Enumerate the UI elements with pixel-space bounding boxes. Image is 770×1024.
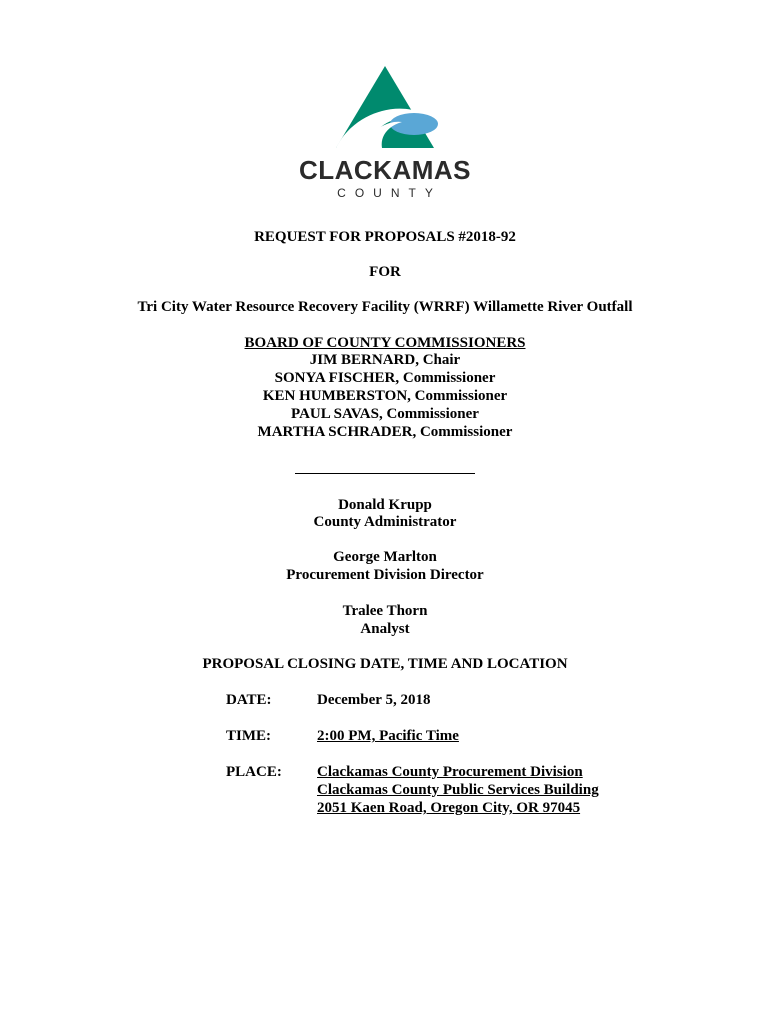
for-label: FOR <box>369 264 401 280</box>
board-member: SONYA FISCHER, Commissioner <box>274 370 496 386</box>
staff-title: County Administrator <box>313 514 457 530</box>
closing-heading: PROPOSAL CLOSING DATE, TIME AND LOCATION <box>202 656 568 672</box>
date-value: December 5, 2018 <box>317 692 431 708</box>
staff-title: Analyst <box>360 621 410 637</box>
logo-county: COUNTY <box>337 186 442 200</box>
staff-name: Tralee Thorn <box>342 603 428 619</box>
place-line: 2051 Kaen Road, Oregon City, OR 97045 <box>317 800 581 816</box>
county-logo <box>0 60 770 200</box>
project-title: Tri City Water Resource Recovery Facility (WRRF) Willamette River Outfall <box>137 299 633 315</box>
date-label: DATE: <box>226 692 272 708</box>
place-line: Clackamas County Public Services Building <box>317 782 599 798</box>
rfp-title: REQUEST FOR PROPOSALS #2018-92 <box>254 229 516 245</box>
place-line: Clackamas County Procurement Division <box>317 764 583 780</box>
staff-title: Procurement Division Director <box>286 567 484 583</box>
signature-line <box>295 473 475 474</box>
board-member: KEN HUMBERSTON, Commissioner <box>262 388 508 404</box>
staff-name: George Marlton <box>333 549 437 565</box>
staff-name: Donald Krupp <box>338 497 432 513</box>
logo-name: CLACKAMAS <box>298 155 472 185</box>
place-label: PLACE: <box>226 764 282 780</box>
time-label: TIME: <box>226 728 271 744</box>
time-value: 2:00 PM, Pacific Time <box>317 728 459 744</box>
logo-blue-lake <box>390 113 438 135</box>
board-member: JIM BERNARD, Chair <box>309 352 461 368</box>
board-member: MARTHA SCHRADER, Commissioner <box>257 424 513 440</box>
logo-triangle-icon <box>330 60 440 154</box>
board-heading: BOARD OF COUNTY COMMISSIONERS <box>244 335 526 351</box>
board-member: PAUL SAVAS, Commissioner <box>291 406 479 422</box>
